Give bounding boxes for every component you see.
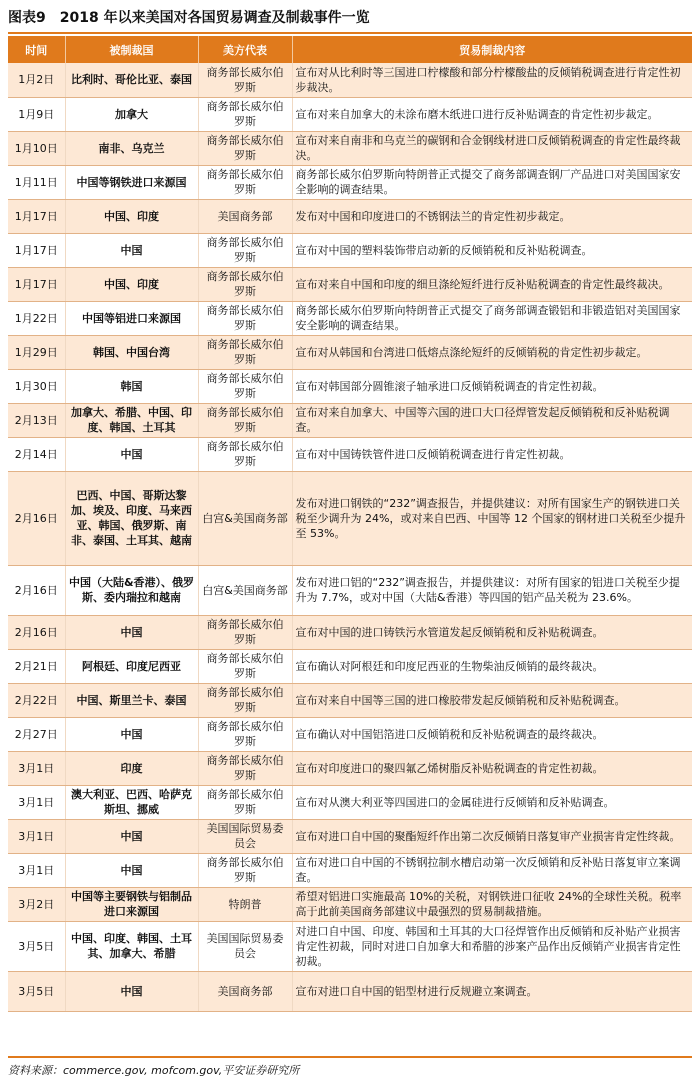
- cell-representative: 商务部长威尔伯罗斯: [198, 301, 292, 335]
- table-row: [8, 565, 692, 615]
- cell-date: 2月22日: [8, 683, 65, 717]
- cell-representative: 商务部长威尔伯罗斯: [198, 335, 292, 369]
- table-header-row: [8, 36, 692, 63]
- cell-representative: 商务部长威尔伯罗斯: [198, 649, 292, 683]
- cell-target: 中国: [65, 717, 198, 751]
- cell-content: 发布对中国和印度进口的不锈钢法兰的肯定性初步裁定。: [292, 199, 692, 233]
- cell-target: 中国: [65, 615, 198, 649]
- table-body: [8, 63, 692, 1011]
- cell-target: 澳大利亚、巴西、哈萨克斯坦、挪威: [65, 785, 198, 819]
- cell-target: 中国、印度、韩国、土耳其、加拿大、希腊: [65, 921, 198, 971]
- cell-content: 宣布对来自加拿大、中国等六国的进口大口径焊管发起反倾销税和反补贴税调查。: [292, 403, 692, 437]
- cell-target: 中国、印度: [65, 267, 198, 301]
- table-row: [8, 335, 692, 369]
- table-row: [8, 131, 692, 165]
- table-row: [8, 471, 692, 565]
- cell-representative: 商务部长威尔伯罗斯: [198, 63, 292, 97]
- table-row: [8, 649, 692, 683]
- table-row: [8, 717, 692, 751]
- cell-date: 1月30日: [8, 369, 65, 403]
- cell-date: 3月5日: [8, 971, 65, 1011]
- cell-target: 印度: [65, 751, 198, 785]
- cell-date: 1月22日: [8, 301, 65, 335]
- table-row: [8, 403, 692, 437]
- cell-date: 1月17日: [8, 199, 65, 233]
- cell-target: 南非、乌克兰: [65, 131, 198, 165]
- cell-content: 商务部长威尔伯罗斯向特朗普正式提交了商务部调查锻铝和非锻造铝对美国国家安全影响的调查结果。: [292, 301, 692, 335]
- cell-content: 宣布对中国的塑料装饰带启动新的反倾销税和反补贴税调查。: [292, 233, 692, 267]
- cell-representative: 商务部长威尔伯罗斯: [198, 751, 292, 785]
- cell-date: 3月1日: [8, 785, 65, 819]
- cell-date: 1月17日: [8, 233, 65, 267]
- figure-number: 图表9: [8, 10, 46, 26]
- cell-target: 韩国、中国台湾: [65, 335, 198, 369]
- cell-representative: 美国国际贸易委员会: [198, 921, 292, 971]
- cell-content: 宣布对进口自中国的不锈钢拉制水槽启动第一次反倾销和反补贴日落复审立案调查。: [292, 853, 692, 887]
- cell-content: 商务部长威尔伯罗斯向特朗普正式提交了商务部调查钢厂产品进口对美国国家安全影响的调查结果。: [292, 165, 692, 199]
- cell-content: 宣布对来自加拿大的未涂布磨木纸进口进行反补贴调查的肯定性初步裁定。: [292, 97, 692, 131]
- cell-target: 韩国: [65, 369, 198, 403]
- cell-date: 3月1日: [8, 853, 65, 887]
- cell-content: 宣布对从澳大利亚等四国进口的金属硅进行反倾销和反补贴调查。: [292, 785, 692, 819]
- cell-content: 宣布对从比利时等三国进口柠檬酸和部分柠檬酸盐的反倾销税调查进行肯定性初步裁决。: [292, 63, 692, 97]
- cell-target: 加拿大、希腊、中国、印度、韩国、土耳其: [65, 403, 198, 437]
- cell-content: 发布对进口钢铁的“232”调查报告，并提供建议：对所有国家生产的钢铁进口关税至少调升为 24%，或对来自巴西、中国等 12 个国家的钢材进口关税至少提升至 53%。: [292, 471, 692, 565]
- cell-content: 宣布对韩国部分圆锥滚子轴承进口反倾销税调查的肯定性初裁。: [292, 369, 692, 403]
- cell-date: 2月14日: [8, 437, 65, 471]
- cell-date: 1月17日: [8, 267, 65, 301]
- cell-date: 1月11日: [8, 165, 65, 199]
- cell-date: 3月5日: [8, 921, 65, 971]
- cell-date: 3月1日: [8, 751, 65, 785]
- cell-date: 1月29日: [8, 335, 65, 369]
- cell-target: 中国: [65, 853, 198, 887]
- cell-target: 中国等钢铁进口来源国: [65, 165, 198, 199]
- table-row: [8, 165, 692, 199]
- header-date: 时间: [8, 36, 65, 63]
- cell-date: 3月1日: [8, 819, 65, 853]
- cell-target: 加拿大: [65, 97, 198, 131]
- cell-target: 阿根廷、印度尼西亚: [65, 649, 198, 683]
- cell-date: 2月16日: [8, 615, 65, 649]
- cell-target: 中国: [65, 971, 198, 1011]
- cell-target: 中国等主要钢铁与铝制品进口来源国: [65, 887, 198, 921]
- cell-representative: 白宫&美国商务部: [198, 565, 292, 615]
- cell-content: 宣布对来自中国和印度的细旦涤纶短纤进行反补贴税调查的肯定性最终裁决。: [292, 267, 692, 301]
- cell-date: 2月16日: [8, 471, 65, 565]
- table-row: [8, 615, 692, 649]
- cell-date: 1月10日: [8, 131, 65, 165]
- table-row: [8, 199, 692, 233]
- cell-date: 2月16日: [8, 565, 65, 615]
- cell-date: 2月27日: [8, 717, 65, 751]
- cell-content: 宣布对来自中国等三国的进口橡胶带发起反倾销税和反补贴税调查。: [292, 683, 692, 717]
- cell-representative: 商务部长威尔伯罗斯: [198, 785, 292, 819]
- cell-content: 对进口自中国、印度、韩国和土耳其的大口径焊管作出反倾销和反补贴产业损害肯定性初裁，同时对进口自加拿大和希腊的涉案产品作出反倾销产业损害肯定性初裁。: [292, 921, 692, 971]
- table-row: [8, 63, 692, 97]
- cell-representative: 商务部长威尔伯罗斯: [198, 165, 292, 199]
- table-row: [8, 887, 692, 921]
- cell-content: 宣布对进口自中国的铝型材进行反规避立案调查。: [292, 971, 692, 1011]
- cell-representative: 美国国际贸易委员会: [198, 819, 292, 853]
- cell-content: 宣布对中国铸铁管件进口反倾销税调查进行肯定性初裁。: [292, 437, 692, 471]
- header-content: 贸易制裁内容: [292, 36, 692, 63]
- cell-representative: 白宫&美国商务部: [198, 471, 292, 565]
- cell-target: 巴西、中国、哥斯达黎加、埃及、印度、马来西亚、韩国、俄罗斯、南非、泰国、土耳其、越南: [65, 471, 198, 565]
- table-row: [8, 921, 692, 971]
- table-row: [8, 97, 692, 131]
- cell-date: 1月2日: [8, 63, 65, 97]
- table-row: [8, 785, 692, 819]
- cell-representative: 商务部长威尔伯罗斯: [198, 615, 292, 649]
- cell-date: 2月21日: [8, 649, 65, 683]
- table-row: [8, 369, 692, 403]
- cell-content: 宣布对印度进口的聚四氟乙烯树脂反补贴税调查的肯定性初裁。: [292, 751, 692, 785]
- cell-target: 中国（大陆&香港）、俄罗斯、委内瑞拉和越南: [65, 565, 198, 615]
- cell-representative: 商务部长威尔伯罗斯: [198, 267, 292, 301]
- cell-representative: 商务部长威尔伯罗斯: [198, 369, 292, 403]
- table-row: [8, 971, 692, 1011]
- cell-target: 比利时、哥伦比亚、泰国: [65, 63, 198, 97]
- cell-content: 宣布对来自南非和乌克兰的碳钢和合金钢线材进口反倾销税调查的肯定性最终裁决。: [292, 131, 692, 165]
- cell-representative: 特朗普: [198, 887, 292, 921]
- cell-representative: 商务部长威尔伯罗斯: [198, 131, 292, 165]
- cell-target: 中国: [65, 437, 198, 471]
- cell-representative: 商务部长威尔伯罗斯: [198, 717, 292, 751]
- cell-content: 发布对进口铝的“232”调查报告，并提供建议：对所有国家的铝进口关税至少提升为 7.7%，或对中国（大陆&香港）等四国的铝产品关税为 23.6%。: [292, 565, 692, 615]
- cell-content: 宣布确认对中国铝箔进口反倾销税和反补贴税调查的最终裁决。: [292, 717, 692, 751]
- table-row: [8, 751, 692, 785]
- cell-date: 3月2日: [8, 887, 65, 921]
- cell-date: 2月13日: [8, 403, 65, 437]
- cell-content: 宣布对中国的进口铸铁污水管道发起反倾销税和反补贴税调查。: [292, 615, 692, 649]
- source-note: 资料来源：commerce.gov, mofcom.gov,平安证券研究所: [8, 1056, 692, 1082]
- sanctions-table: [8, 36, 692, 1012]
- cell-target: 中国: [65, 233, 198, 267]
- cell-representative: 商务部长威尔伯罗斯: [198, 403, 292, 437]
- table-row: [8, 437, 692, 471]
- cell-representative: 商务部长威尔伯罗斯: [198, 233, 292, 267]
- figure-title: 2018 年以来美国对各国贸易调查及制裁事件一览: [59, 10, 370, 26]
- chart-title: [8, 2, 692, 34]
- cell-target: 中国: [65, 819, 198, 853]
- cell-content: 希望对铝进口实施最高 10%的关税，对钢铁进口征收 24%的全球性关税。税率高于此前美国商务部建议中最强烈的贸易制裁措施。: [292, 887, 692, 921]
- cell-target: 中国、印度: [65, 199, 198, 233]
- table-row: [8, 853, 692, 887]
- cell-representative: 商务部长威尔伯罗斯: [198, 437, 292, 471]
- cell-date: 1月9日: [8, 97, 65, 131]
- header-representative: 美方代表: [198, 36, 292, 63]
- cell-representative: 美国商务部: [198, 971, 292, 1011]
- table-row: [8, 819, 692, 853]
- cell-representative: 商务部长威尔伯罗斯: [198, 683, 292, 717]
- header-target: 被制裁国: [65, 36, 198, 63]
- table-row: [8, 683, 692, 717]
- table-row: [8, 233, 692, 267]
- cell-target: 中国等铝进口来源国: [65, 301, 198, 335]
- table-row: [8, 301, 692, 335]
- cell-representative: 美国商务部: [198, 199, 292, 233]
- cell-representative: 商务部长威尔伯罗斯: [198, 97, 292, 131]
- cell-content: 宣布对进口自中国的聚酯短纤作出第二次反倾销日落复审产业损害肯定性终裁。: [292, 819, 692, 853]
- cell-representative: 商务部长威尔伯罗斯: [198, 853, 292, 887]
- cell-content: 宣布确认对阿根廷和印度尼西亚的生物柴油反倾销的最终裁决。: [292, 649, 692, 683]
- cell-content: 宣布对从韩国和台湾进口低熔点涤纶短纤的反倾销税的肯定性初步裁定。: [292, 335, 692, 369]
- table-row: [8, 267, 692, 301]
- cell-target: 中国、斯里兰卡、泰国: [65, 683, 198, 717]
